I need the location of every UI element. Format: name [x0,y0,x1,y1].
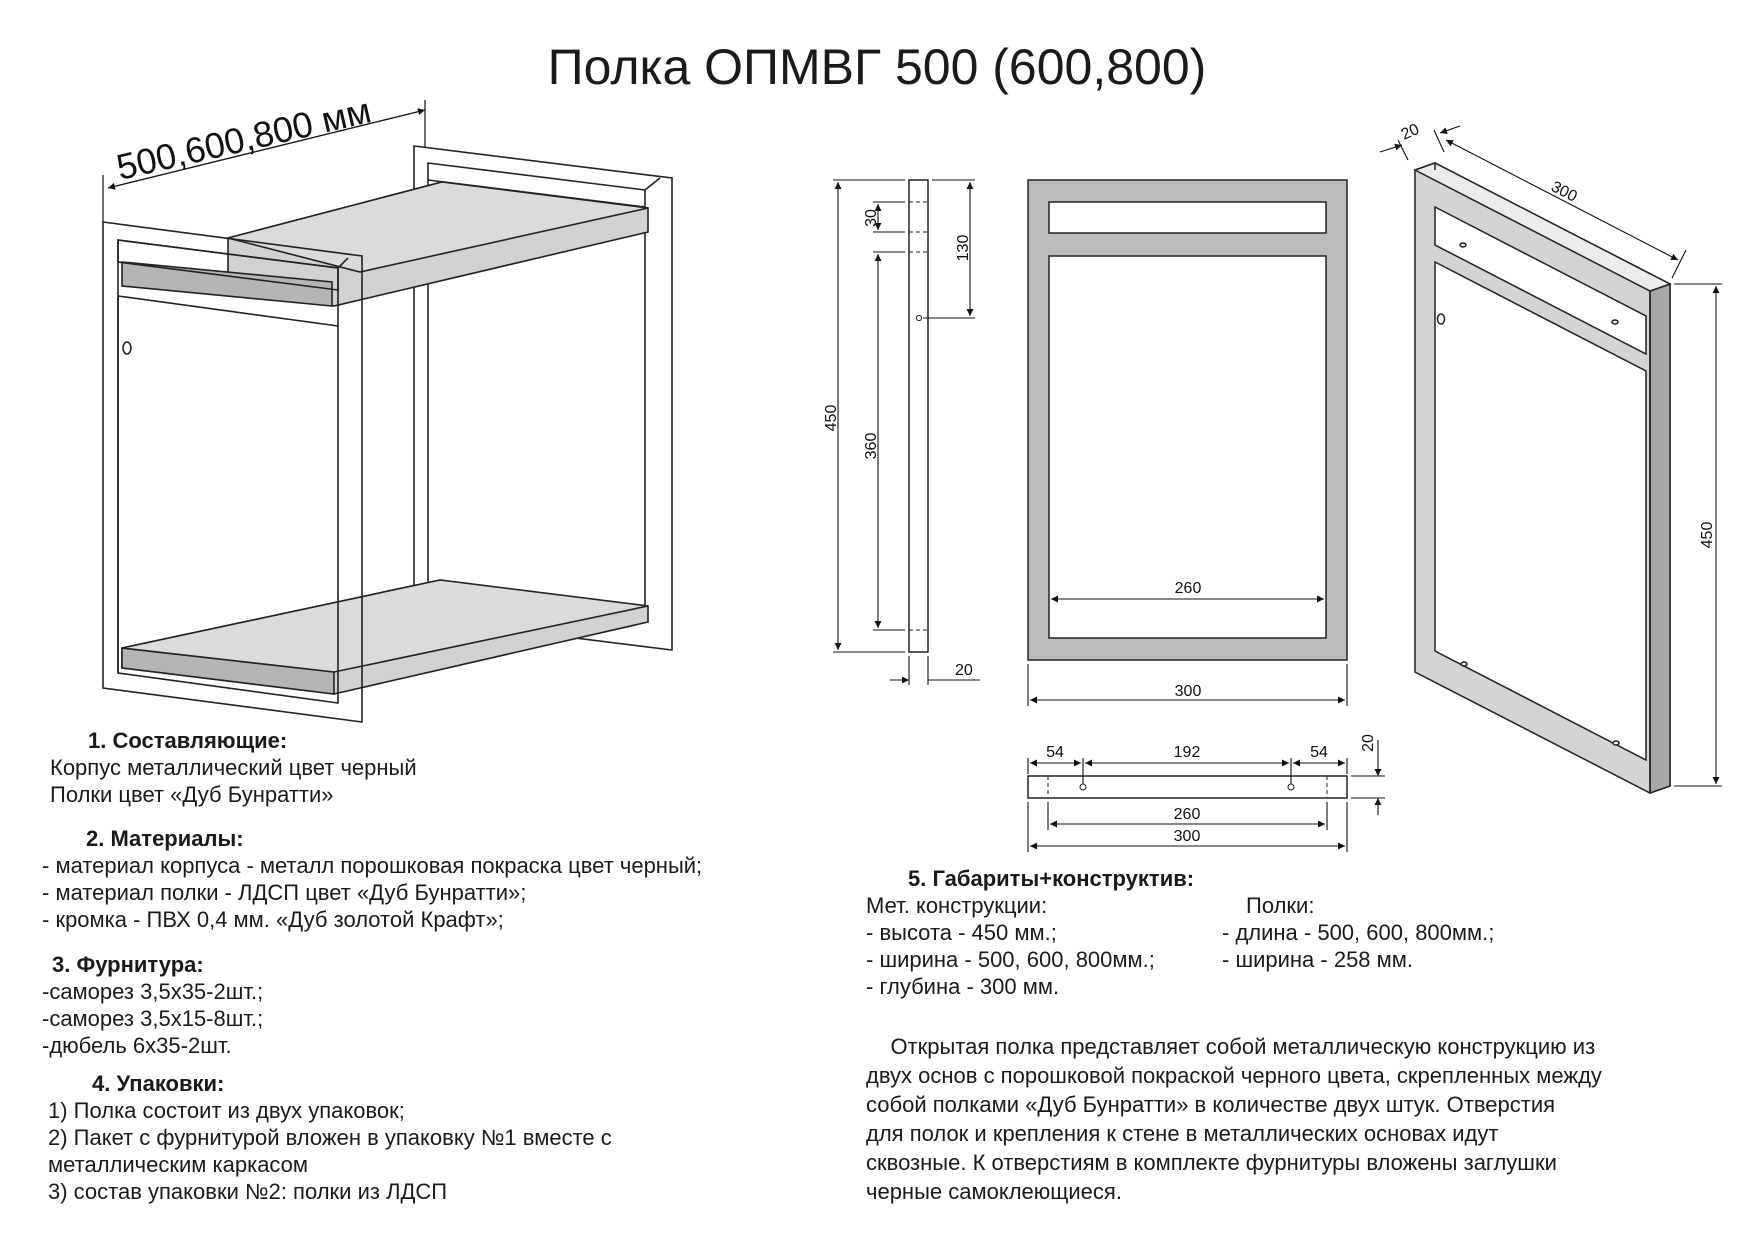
section-line: Корпус металлический цвет черный [50,755,417,780]
section-hardware [42,951,263,1059]
shelves-column [1222,892,1494,1000]
metal-column [866,892,1222,1000]
dim-450-iso: 450 [1699,521,1716,549]
section-heading: 5. Габариты+конструктив: [908,866,1195,891]
dim-20-side: 20 [955,662,973,679]
dim-300-iso: 300 [1548,178,1580,206]
section-line: Полки цвет «Дуб Бунратти» [50,782,334,807]
section-line: -саморез 3,5х15-8шт.; [42,1006,264,1031]
shelves-heading: Полки: [1246,893,1315,918]
bottom-shelf [122,580,648,694]
shelf-isometric-view [103,100,672,722]
frame-isometric-view [1380,126,1722,793]
mounting-hole [123,342,131,354]
dim-54-right: 54 [1310,744,1328,761]
section-line: - глубина - 300 мм. [866,974,1060,999]
dim-130-side: 130 [955,234,972,262]
dim-260-front: 260 [1174,580,1202,597]
side-profile-view [823,180,980,685]
section-line: -дюбель 6х35-2шт. [42,1033,232,1058]
section-components [50,727,417,808]
dim-20-bar: 20 [1360,734,1377,752]
dim-54-left: 54 [1046,744,1064,761]
dim-30-side: 30 [863,209,880,227]
section-dimensions [866,865,1494,1000]
front-frame-view [1028,180,1347,706]
dim-260-bar: 260 [1173,806,1201,823]
section-heading: 3. Фурнитура: [52,952,204,977]
dim-300-front: 300 [1174,683,1202,700]
section-line: 2) Пакет с фурнитурой вложен в упаковку №1 вместе с [48,1125,612,1150]
section-line: - ширина - 258 мм. [1222,947,1414,972]
description-line: сквозные. К отверстиям в комплекте фурнитуры вложены заглушки [866,1150,1557,1175]
width-label: 500,600,800 мм [112,89,375,188]
product-description [866,1032,1726,1206]
section-line: - ширина - 500, 600, 800мм.; [866,947,1155,972]
section-line: 1) Полка состоит из двух упаковок; [48,1098,405,1123]
section-line: - материал корпуса - металл порошковая покраска цвет черный; [42,853,703,878]
section-line: - материал полки - ЛДСП цвет «Дуб Бунратти»; [42,880,527,905]
description-line: собой полками «Дуб Бунратти» в количестве двух штук. Отверстия [866,1092,1556,1117]
section-heading: 1. Составляющие: [88,728,288,753]
description-line: двух основ с порошковой покраской черного цвета, скрепленных между [866,1063,1602,1088]
dim-20-iso: 20 [1398,120,1422,144]
section-materials [42,825,702,933]
dim-300-bar: 300 [1173,828,1201,845]
page-title: Полка ОПМВГ 500 (600,800) [547,39,1207,95]
dim-360-side: 360 [863,432,880,460]
section-line: металлическим каркасом [48,1152,309,1177]
section-heading: 4. Упаковки: [92,1071,225,1096]
dim-450-side: 450 [823,404,840,432]
section-heading: 2. Материалы: [86,826,244,851]
section-line: - длина - 500, 600, 800мм.; [1222,920,1495,945]
description-line: для полок и крепления к стене в металлических основах идут [866,1121,1499,1146]
section-packaging [48,1070,612,1205]
metal-heading: Мет. конструкции: [866,893,1048,918]
section-line: 3) состав упаковки №2: полки из ЛДСП [48,1179,448,1204]
crossbar-view [1028,734,1385,852]
section-line: - высота - 450 мм.; [866,920,1057,945]
section-line: - кромка - ПВХ 0,4 мм. «Дуб золотой Крафт»; [42,907,504,932]
section-line: -саморез 3,5х35-2шт.; [42,979,264,1004]
description-line: Открытая полка представляет собой металлическую конструкцию из [866,1034,1596,1059]
dim-192: 192 [1173,744,1201,761]
description-line: черные самоклеющиеся. [866,1179,1122,1204]
